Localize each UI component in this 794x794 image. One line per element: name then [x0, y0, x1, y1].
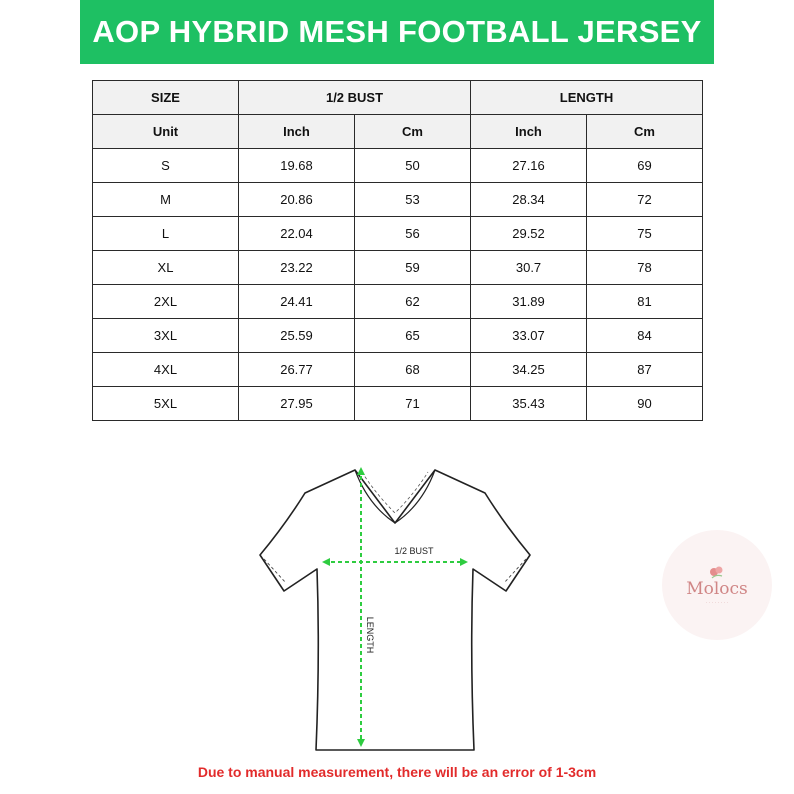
- unit-header-bust-inch: Inch: [239, 115, 355, 149]
- unit-header-bust-cm: Cm: [355, 115, 471, 149]
- cell-bust-cm: 53: [355, 183, 471, 217]
- header-length: LENGTH: [471, 81, 703, 115]
- header-bust: 1/2 BUST: [239, 81, 471, 115]
- table-row: [93, 217, 703, 251]
- cell-size: S: [93, 149, 239, 183]
- cell-bust-inch: 22.04: [239, 217, 355, 251]
- length-measure-label: LENGTH: [365, 616, 375, 654]
- flower-icon: [708, 565, 726, 579]
- cell-bust-cm: 68: [355, 353, 471, 387]
- page-title: AOP HYBRID MESH FOOTBALL JERSEY: [92, 14, 702, 49]
- cell-length-inch: 29.52: [471, 217, 587, 251]
- table-row: [93, 285, 703, 319]
- cell-bust-inch: 24.41: [239, 285, 355, 319]
- unit-header-length-cm: Cm: [587, 115, 703, 149]
- logo-tagline: · · · · · · · ·: [705, 599, 729, 606]
- size-chart-table: [92, 80, 703, 421]
- cell-length-inch: 28.34: [471, 183, 587, 217]
- logo-wordmark: Molocs: [686, 578, 748, 599]
- unit-header-row: [93, 115, 703, 149]
- cell-length-inch: 33.07: [471, 319, 587, 353]
- cell-size: M: [93, 183, 239, 217]
- cell-bust-cm: 71: [355, 387, 471, 421]
- cell-length-inch: 35.43: [471, 387, 587, 421]
- table-row: [93, 149, 703, 183]
- cell-size: L: [93, 217, 239, 251]
- bust-measure-label: 1/2 BUST: [394, 546, 434, 556]
- unit-header-label: Unit: [93, 115, 239, 149]
- cell-bust-cm: 56: [355, 217, 471, 251]
- cell-bust-cm: 59: [355, 251, 471, 285]
- cell-length-inch: 34.25: [471, 353, 587, 387]
- cell-length-cm: 78: [587, 251, 703, 285]
- group-header-row: [93, 81, 703, 115]
- cell-size: 4XL: [93, 353, 239, 387]
- cell-size: XL: [93, 251, 239, 285]
- cell-bust-cm: 65: [355, 319, 471, 353]
- table-row: [93, 387, 703, 421]
- length-arrow-top: [357, 467, 365, 475]
- cell-length-inch: 27.16: [471, 149, 587, 183]
- cell-length-cm: 75: [587, 217, 703, 251]
- cell-length-cm: 87: [587, 353, 703, 387]
- cell-length-cm: 81: [587, 285, 703, 319]
- size-chart-body: [93, 81, 703, 421]
- cell-length-cm: 90: [587, 387, 703, 421]
- cell-size: 3XL: [93, 319, 239, 353]
- cell-bust-cm: 62: [355, 285, 471, 319]
- cell-bust-inch: 23.22: [239, 251, 355, 285]
- cell-size: 5XL: [93, 387, 239, 421]
- cell-length-inch: 30.7: [471, 251, 587, 285]
- molocs-logo: [662, 530, 772, 640]
- jersey-body-outline: [260, 470, 530, 750]
- cell-bust-inch: 20.86: [239, 183, 355, 217]
- cell-bust-inch: 27.95: [239, 387, 355, 421]
- cell-bust-inch: 26.77: [239, 353, 355, 387]
- cell-size: 2XL: [93, 285, 239, 319]
- measurement-note: Due to manual measurement, there will be an error of 1-3cm: [197, 764, 597, 780]
- cell-bust-inch: 19.68: [239, 149, 355, 183]
- title-banner: [80, 0, 714, 64]
- cell-length-cm: 69: [587, 149, 703, 183]
- table-row: [93, 319, 703, 353]
- cell-length-inch: 31.89: [471, 285, 587, 319]
- jersey-outline: [250, 455, 540, 760]
- cell-length-cm: 84: [587, 319, 703, 353]
- table-row: [93, 183, 703, 217]
- cell-bust-inch: 25.59: [239, 319, 355, 353]
- cell-bust-cm: 50: [355, 149, 471, 183]
- table-row: [93, 251, 703, 285]
- jersey-diagram: [250, 455, 540, 760]
- header-size: SIZE: [93, 81, 239, 115]
- unit-header-length-inch: Inch: [471, 115, 587, 149]
- table-row: [93, 353, 703, 387]
- cell-length-cm: 72: [587, 183, 703, 217]
